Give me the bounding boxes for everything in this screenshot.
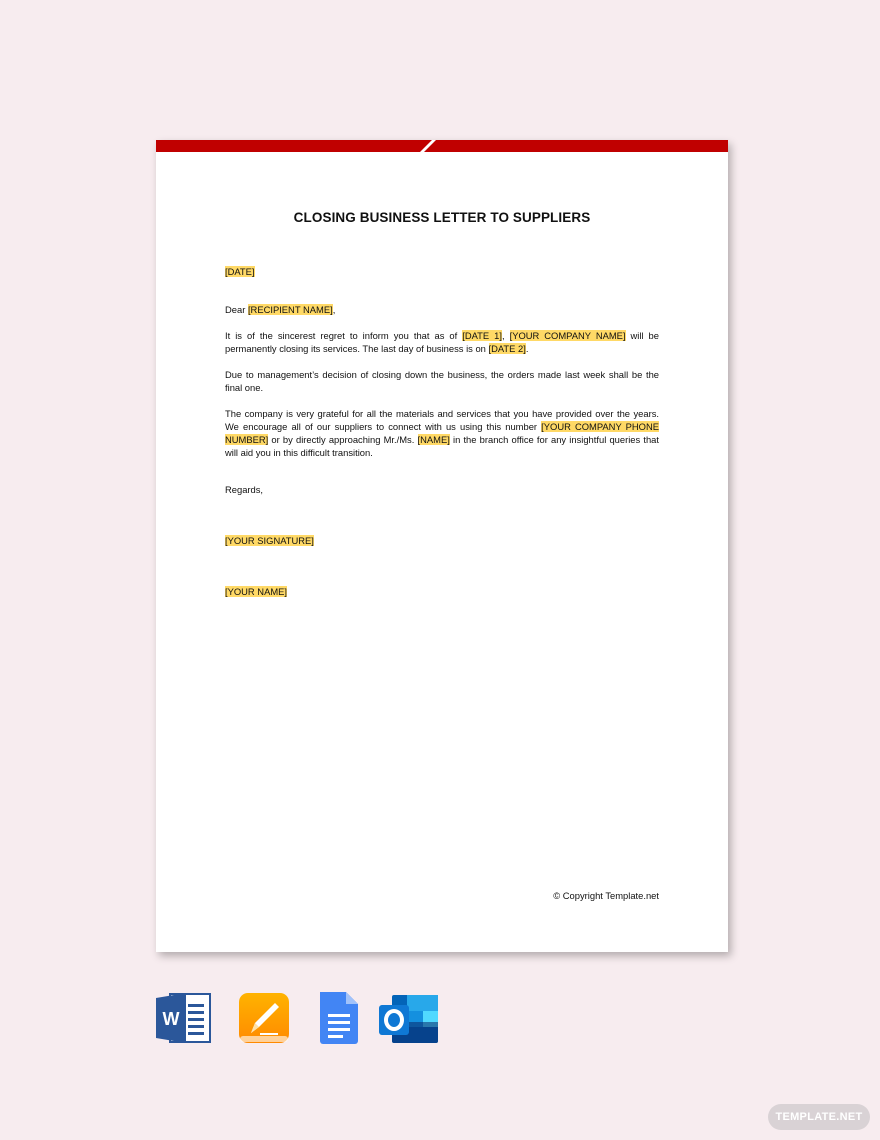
paragraph-3: The company is very grateful for all the materials and services that you have provided over the years. We encourage all of our suppliers to connect with us using this number [YOUR COMPANY PHONE NUMBER] or by directly approaching Mr./Ms. [NAME] in the branch office for any insightful queries that will aid you in this difficult transition. bbox=[225, 408, 660, 458]
template-net-watermark: TEMPLATE.NET bbox=[768, 1104, 870, 1130]
date2-placeholder: [DATE 2] bbox=[488, 343, 526, 354]
closing-line: Regards, bbox=[225, 484, 264, 495]
header-bar bbox=[156, 140, 728, 152]
your-name-placeholder: [YOUR NAME] bbox=[225, 586, 287, 597]
salutation-line: Dear [RECIPIENT NAME], bbox=[225, 304, 336, 315]
recipient-placeholder: [RECIPIENT NAME] bbox=[247, 304, 333, 315]
paragraph-1: It is of the sincerest regret to inform you that as of [DATE 1], [YOUR COMPANY NAME] will be permanently closing its services. The last day of business is on [DATE 2]. bbox=[225, 330, 659, 354]
outlook-icon[interactable] bbox=[378, 992, 440, 1046]
date1-placeholder: [DATE 1] bbox=[462, 330, 502, 341]
name-placeholder: [NAME] bbox=[417, 434, 450, 445]
paragraph-2: Due to management’s decision of closing down the business, the orders made last week shall be the final one. bbox=[225, 369, 659, 393]
document-title: CLOSING BUSINESS LETTER TO SUPPLIERS bbox=[293, 210, 591, 225]
letter-page bbox=[156, 140, 728, 952]
word-icon[interactable] bbox=[156, 992, 212, 1044]
copyright-text: © Copyright Template.net bbox=[553, 890, 659, 901]
google-docs-icon[interactable] bbox=[318, 992, 360, 1044]
signature-placeholder: [YOUR SIGNATURE] bbox=[225, 535, 314, 546]
company-name-placeholder: [YOUR COMPANY NAME] bbox=[509, 330, 626, 341]
pages-icon[interactable] bbox=[238, 992, 290, 1044]
format-icons bbox=[156, 992, 446, 1046]
date-placeholder: [DATE] bbox=[225, 266, 255, 277]
phone-placeholder: [YOUR COMPANY PHONE NUMBER] bbox=[225, 421, 659, 445]
svg-text:W: W bbox=[162, 1009, 180, 1029]
